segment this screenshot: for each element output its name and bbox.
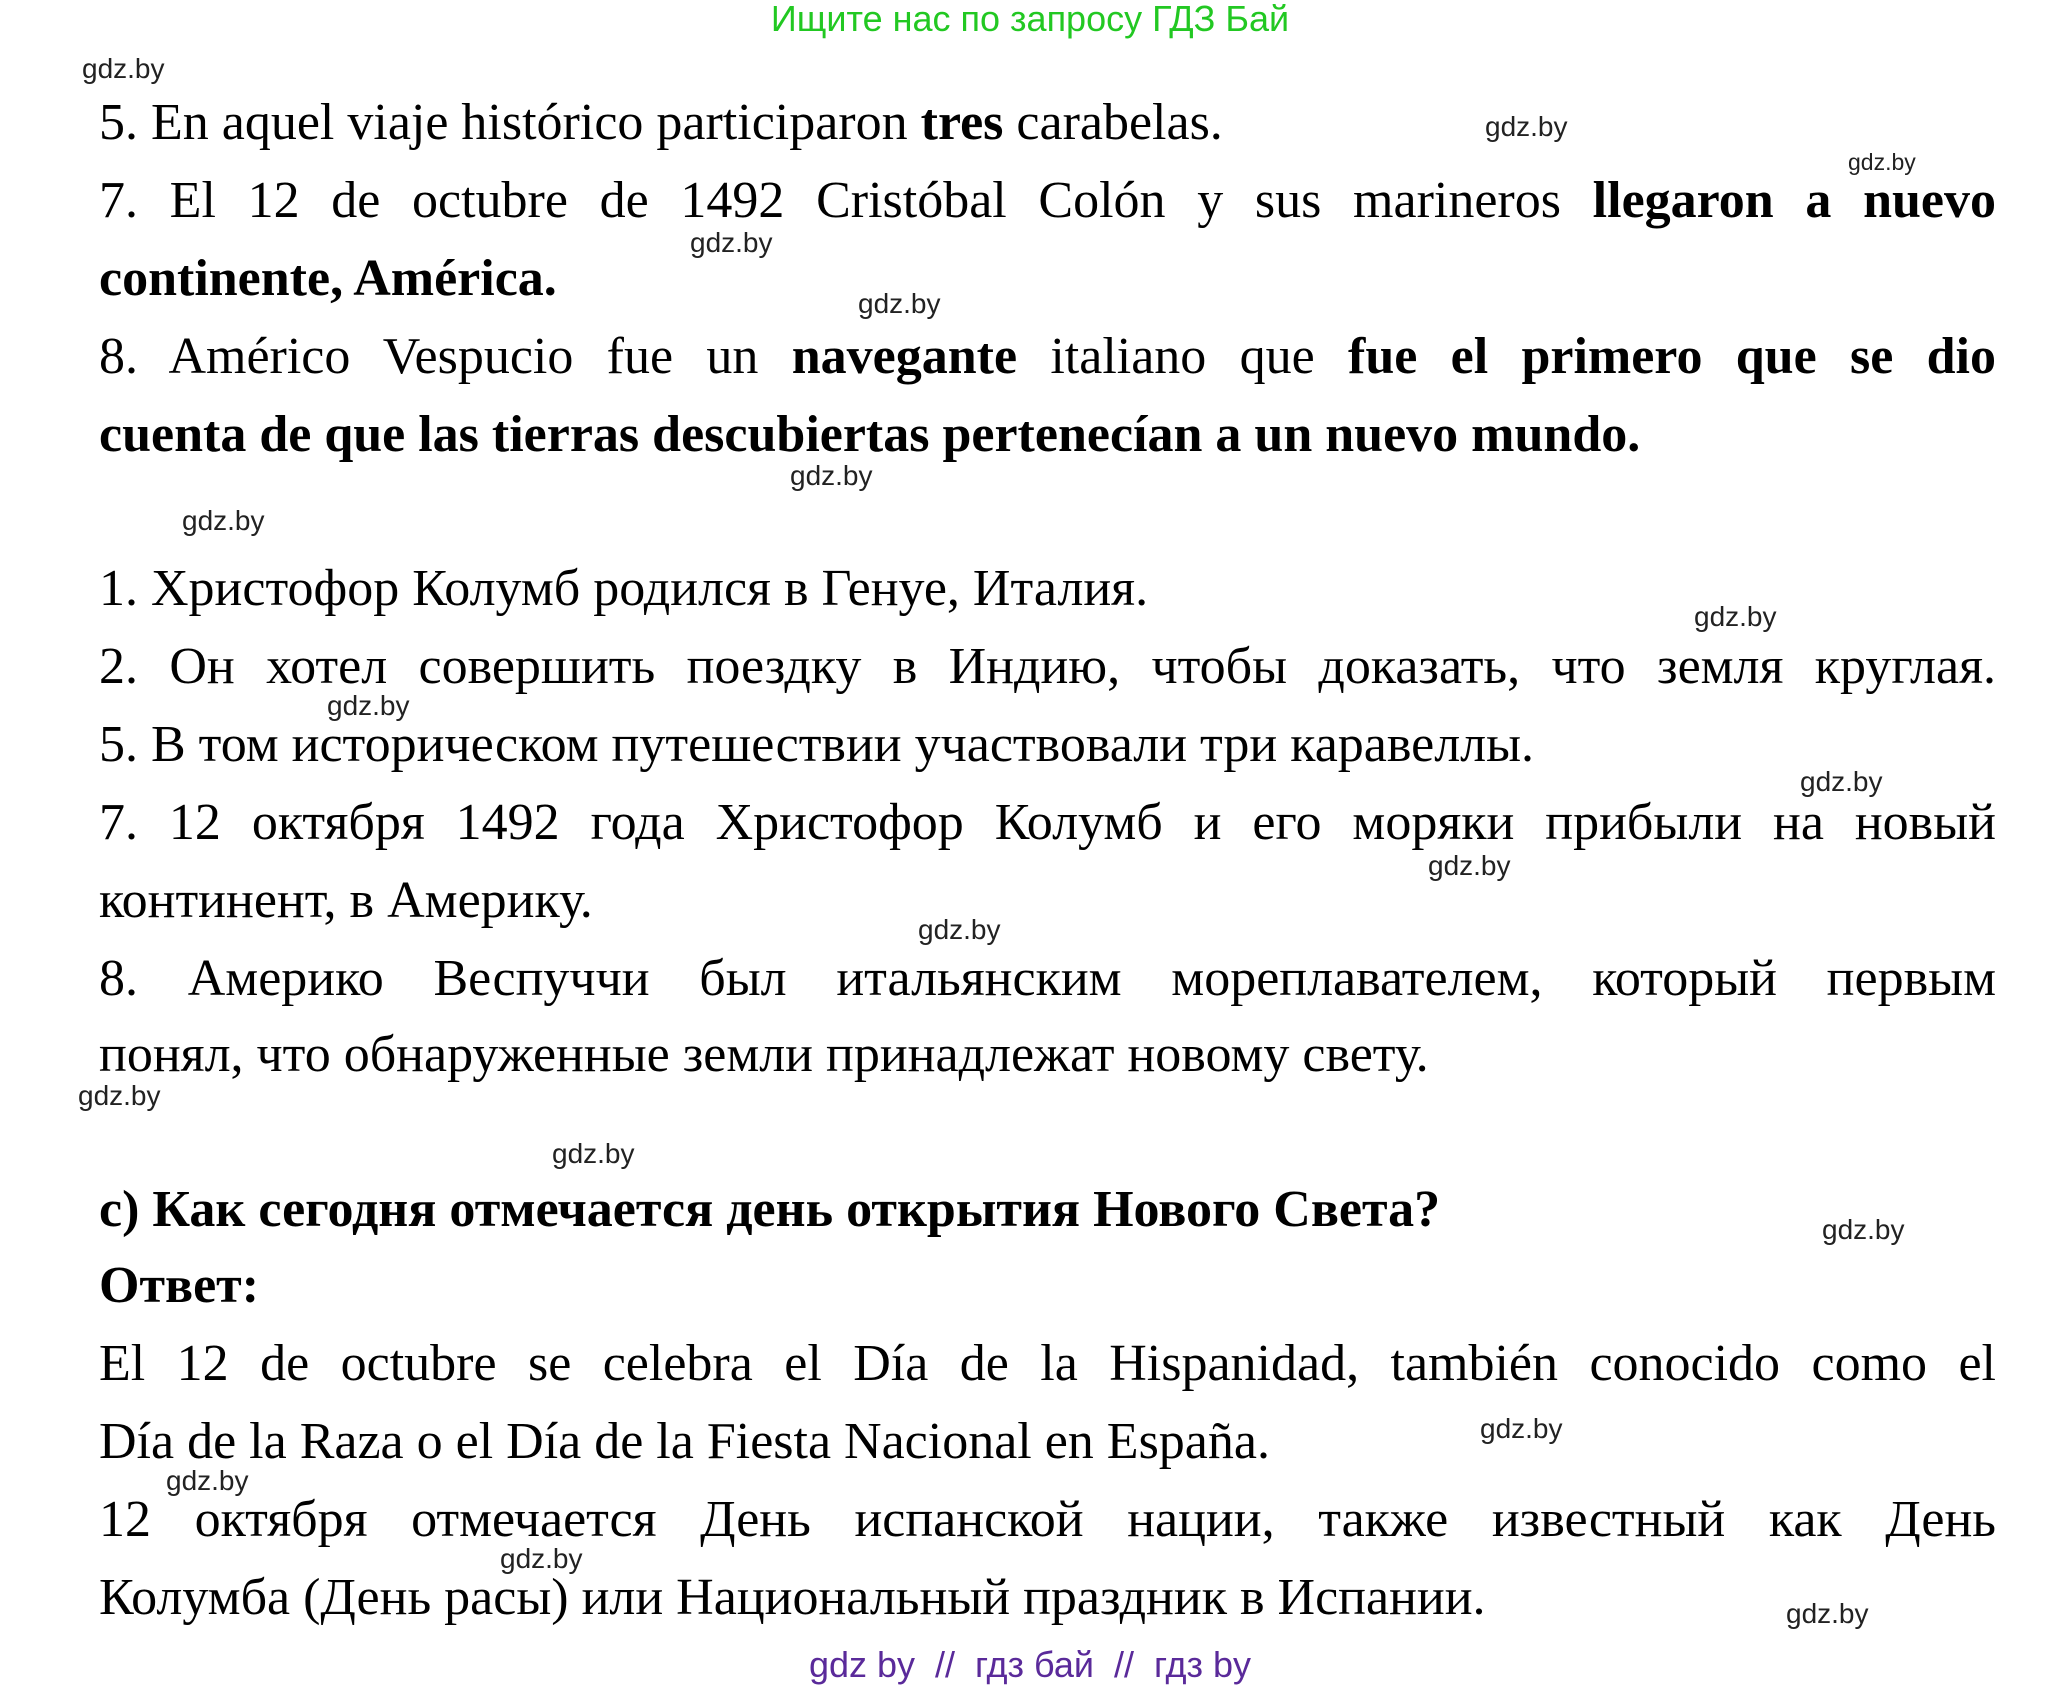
answer-label: Ответ: — [99, 1257, 260, 1314]
watermark: gdz.by — [327, 690, 410, 721]
watermark: gdz.by — [1786, 1598, 1869, 1629]
ru-line-3: 5. В том историческом путешествии участвовали три каравеллы. — [99, 716, 1535, 773]
watermark: gdz.by — [1694, 601, 1777, 632]
watermark: gdz.by — [78, 1080, 161, 1111]
footer-links[interactable]: gdz by // гдз бай // гдз by — [808, 1644, 1252, 1685]
text: italiano que — [1017, 328, 1348, 385]
es-line-2 — [99, 172, 1996, 229]
watermark: gdz.by — [500, 1543, 583, 1574]
bold-text: continente, América. — [99, 250, 557, 307]
watermark: gdz.by — [918, 914, 1001, 945]
ru-line-1: 1. Христофор Колумб родился в Генуе, Италия. — [99, 560, 1149, 617]
text: 5. En aquel viaje histórico participaron — [99, 94, 921, 151]
text: 7. El 12 de octubre de 1492 Cristóbal Colón y sus marineros — [99, 172, 1593, 229]
bold-text: fue el primero que se dio — [1348, 328, 1996, 385]
watermark: gdz.by — [858, 288, 941, 319]
bold-text: cuenta de que las tierras descubiertas pertenecían a un nuevo mundo. — [99, 406, 1641, 463]
answer-line-3: 12 октября отмечается День испанской нации, также известный как День — [99, 1491, 1996, 1548]
text: carabelas. — [1003, 94, 1223, 151]
answer-line-1: El 12 de octubre se celebra el Día de la Hispanidad, también conocido como el — [99, 1335, 1996, 1392]
es-line-3 — [99, 250, 557, 307]
ru-line-6: 8. Америко Веспуччи был итальянским мореплавателем, который первым — [99, 950, 1996, 1007]
bold-text: navegante — [791, 328, 1018, 385]
ru-line-7: понял, что обнаруженные земли принадлежат новому свету. — [99, 1026, 1429, 1083]
question-heading: c) Как сегодня отмечается день открытия Нового Света? — [99, 1181, 1441, 1238]
promo-banner[interactable]: Ищите нас по запросу ГДЗ Бай — [770, 0, 1290, 39]
answer-line-2: Día de la Raza o el Día de la Fiesta Nacional en España. — [99, 1413, 1270, 1470]
watermark: gdz.by — [82, 53, 165, 84]
watermark: gdz.by — [1485, 111, 1568, 142]
watermark: gdz.by — [690, 227, 773, 258]
es-line-1 — [99, 94, 1223, 151]
es-line-5 — [99, 406, 1641, 463]
ru-line-5: континент, в Америку. — [99, 872, 593, 929]
watermark: gdz.by — [790, 460, 873, 491]
watermark: gdz.by — [1480, 1413, 1563, 1444]
answer-line-4: Колумба (День расы) или Национальный праздник в Испании. — [99, 1569, 1486, 1626]
watermark: gdz.by — [552, 1138, 635, 1169]
watermark: gdz.by — [1800, 766, 1883, 797]
watermark: gdz.by — [1428, 850, 1511, 881]
ru-line-2: 2. Он хотел совершить поездку в Индию, чтобы доказать, что земля круглая. — [99, 638, 1996, 695]
watermark: gdz.by — [1848, 149, 1916, 175]
watermark: gdz.by — [182, 505, 265, 536]
watermark: gdz.by — [1822, 1214, 1905, 1245]
bold-text: llegaron a nuevo — [1592, 172, 1996, 229]
text: 8. Américo Vespucio fue un — [99, 328, 792, 385]
ru-line-4: 7. 12 октября 1492 года Христофор Колумб и его моряки прибыли на новый — [99, 794, 1996, 851]
bold-text: tres — [920, 94, 1004, 151]
es-line-4 — [99, 328, 1996, 385]
watermark: gdz.by — [166, 1465, 249, 1496]
